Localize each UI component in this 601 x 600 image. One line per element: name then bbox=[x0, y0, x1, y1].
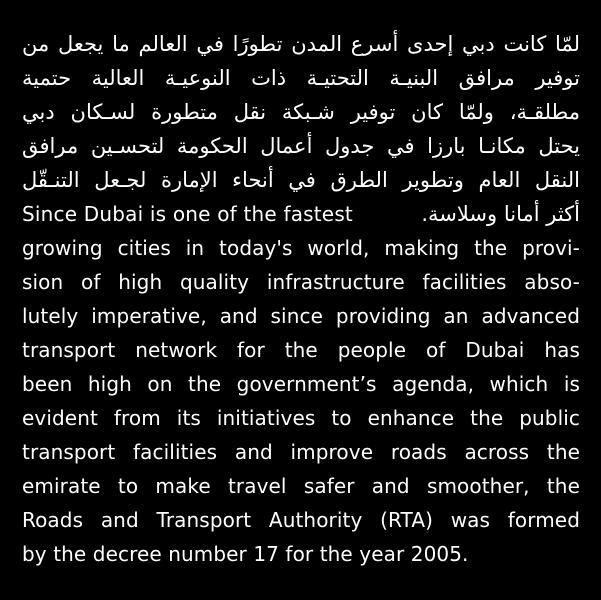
arabic-text-end: أكثر أمانا وسلاسة. bbox=[421, 202, 580, 226]
english-text-line: lutely imperative, and since providing an advanced bbox=[22, 304, 580, 328]
english-text-line: Roads and Transport Authority (RTA) was formed bbox=[22, 508, 580, 532]
arabic-text-line: يحتل مكانـا بارزا في جدول أعمال الحكومة لتحسـين مرافق bbox=[22, 134, 580, 158]
english-text-line: emirate to make travel safer and smoother, the bbox=[22, 474, 580, 498]
arabic-text-line: لمّا كانت دبي إحدى أسرع المدن تطورًا في العالم ما يجعل من bbox=[22, 32, 580, 56]
english-text-line: by the decree number 17 for the year 2005. bbox=[22, 542, 469, 566]
english-text-line: growing cities in today's world, making the provi- bbox=[22, 236, 580, 260]
english-text-start: Since Dubai is one of the fastest bbox=[22, 202, 353, 226]
english-text-line: transport facilities and improve roads across the bbox=[22, 440, 580, 464]
arabic-text-line: مطلقـة، ولمّا كان توفير شـبكة نقل متطورة لسـكان دبي bbox=[22, 100, 580, 124]
arabic-text-line: النقل العام وتطوير الطرق في أنحاء الإمارة لجـعل التنـقّل bbox=[22, 168, 580, 192]
arabic-text-line: توفير مرافق البنيـة التحتيـة ذات النوعيـة العالية حتمية bbox=[22, 66, 580, 90]
english-text-line: sion of high quality infrastructure facilities abso- bbox=[22, 270, 580, 294]
english-text-line: been high on the government’s agenda, which is bbox=[22, 372, 580, 396]
bilingual-text-block bbox=[22, 27, 580, 571]
mixed-language-line bbox=[22, 197, 580, 231]
english-text-line: transport network for the people of Dubai has bbox=[22, 338, 580, 362]
english-text-line: evident from its initiatives to enhance the public bbox=[22, 406, 580, 430]
